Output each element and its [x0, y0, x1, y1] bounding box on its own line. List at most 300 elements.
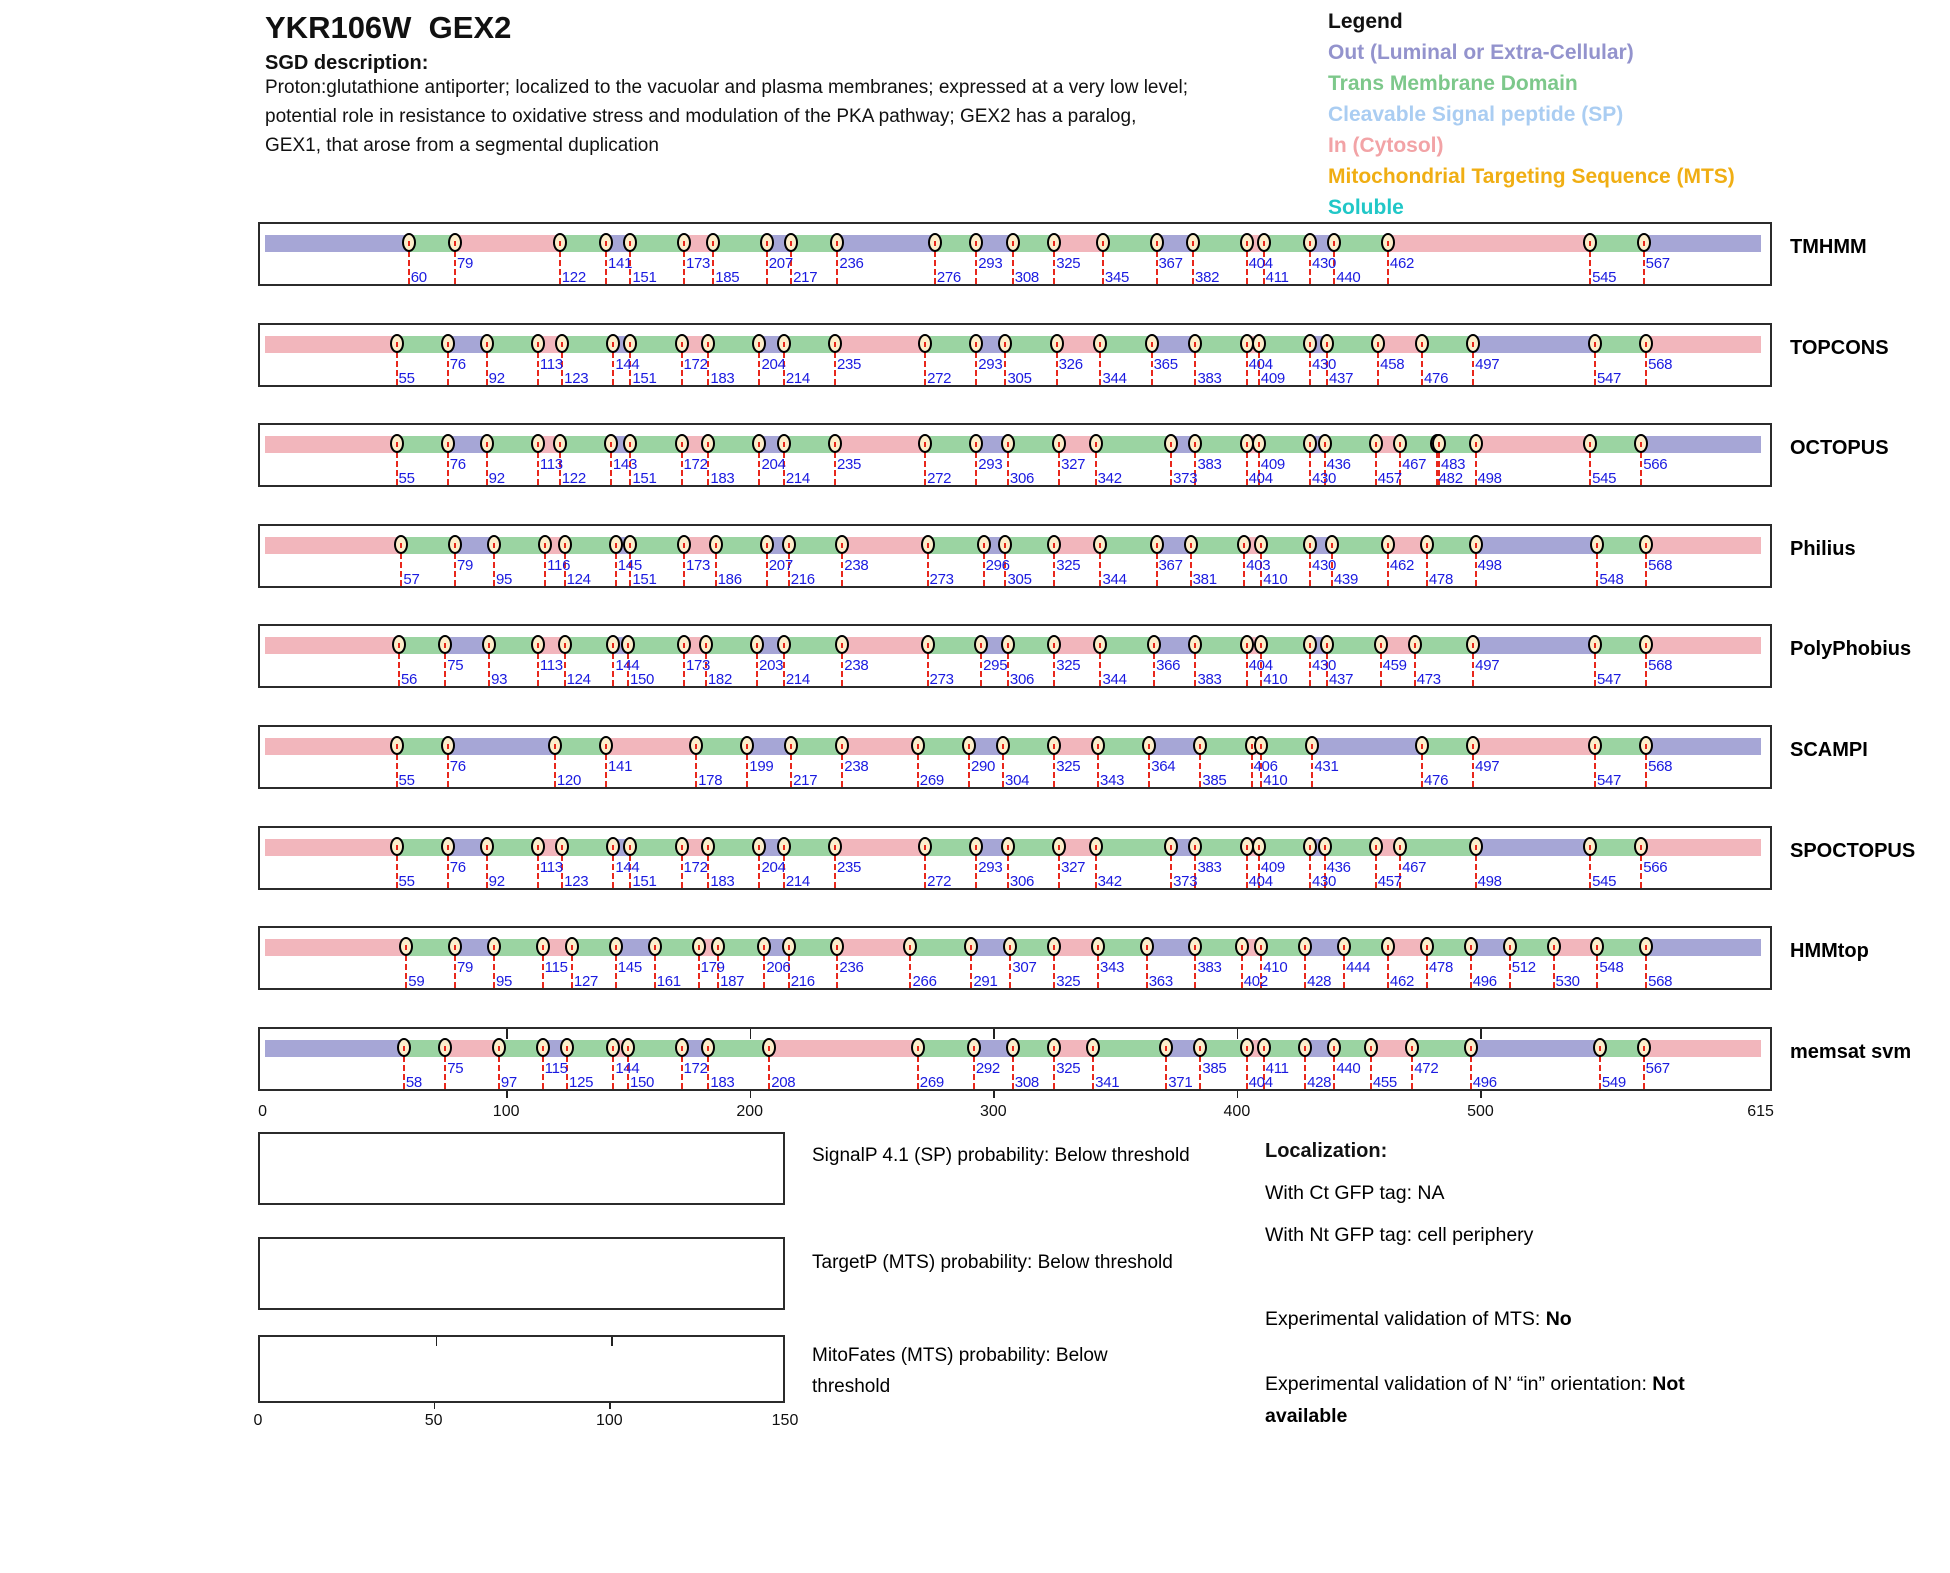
sgd-description-line: GEX1, that arose from a segmental duplication [265, 135, 659, 156]
boundary-position-label: 430 [1311, 356, 1337, 373]
topology-segment-tm [1100, 537, 1156, 554]
boundary-marker [1235, 937, 1249, 956]
boundary-position-label: 123 [564, 370, 589, 387]
track-label-memsat-svm: memsat svm [1790, 1041, 1912, 1063]
boundary-position-label: 436 [1326, 859, 1351, 876]
topology-segment-tm [628, 637, 684, 654]
boundary-position-label: 476 [1424, 772, 1449, 789]
prediction-track-panel [258, 826, 1772, 890]
boundary-marker [1252, 837, 1266, 856]
boundary-position-label: 306 [1009, 470, 1035, 487]
boundary-position-label: 402 [1243, 973, 1268, 990]
topology-segment-tm [918, 1040, 974, 1057]
boundary-position-label: 206 [766, 959, 791, 976]
boundary-position-label: 341 [1095, 1074, 1120, 1091]
topology-segment-out [1473, 637, 1595, 654]
boundary-position-label: 127 [573, 973, 599, 990]
boundary-position-label: 208 [771, 1074, 796, 1091]
boundary-marker-dot [408, 241, 410, 246]
boundary-position-label: 273 [929, 671, 954, 688]
boundary-position-label: 373 [1173, 873, 1198, 890]
boundary-marker-dot [559, 241, 561, 246]
boundary-marker-dot [1375, 845, 1377, 850]
boundary-marker [390, 837, 404, 856]
boundary-position-label: 409 [1260, 456, 1285, 473]
boundary-marker-dot [1599, 1046, 1601, 1051]
boundary-marker-dot [841, 744, 843, 749]
boundary-position-label: 305 [1007, 370, 1032, 387]
topology-segment-in [455, 235, 560, 252]
boundary-position-label: 79 [456, 557, 474, 574]
boundary-marker-dot [612, 342, 614, 347]
boundary-marker [996, 736, 1010, 755]
boundary-marker [782, 937, 796, 956]
topology-segment-tm [1590, 235, 1644, 252]
boundary-position-label: 238 [844, 557, 869, 574]
boundary-position-label: 383 [1197, 456, 1222, 473]
boundary-marker-dot [1421, 342, 1423, 347]
boundary-marker-dot [447, 845, 449, 850]
boundary-position-label: 173 [685, 255, 711, 272]
boundary-marker-dot [1470, 1046, 1472, 1051]
boundary-marker-dot [683, 543, 685, 548]
axis-tick [750, 1091, 752, 1098]
topology-segment-tm [1195, 436, 1246, 453]
boundary-marker-dot [707, 342, 709, 347]
boundary-marker [828, 434, 842, 453]
axis-tick [750, 1029, 752, 1039]
prediction-track-panel [258, 624, 1772, 688]
boundary-marker [1415, 334, 1429, 353]
topology-segment-in [265, 839, 397, 856]
axis-tick-label: 100 [492, 1103, 520, 1120]
boundary-marker [921, 535, 935, 554]
boundary-position-label: 467 [1402, 859, 1427, 876]
boundary-marker-dot [924, 442, 926, 447]
boundary-marker-dot [615, 543, 617, 548]
boundary-marker-dot [1645, 543, 1647, 548]
boundary-marker [675, 837, 689, 856]
boundary-marker-dot [1399, 845, 1401, 850]
axis-tick [993, 1091, 995, 1098]
boundary-position-label: 404 [1248, 1074, 1273, 1091]
boundary-marker-dot [1192, 241, 1194, 246]
axis-tick [434, 1403, 436, 1409]
boundary-position-label: 76 [449, 456, 466, 473]
boundary-position-label: 568 [1648, 973, 1673, 990]
boundary-marker-dot [1399, 442, 1401, 447]
boundary-marker-dot [980, 643, 982, 648]
boundary-marker-dot [788, 543, 790, 548]
axis-tick [506, 1091, 508, 1098]
boundary-position-label: 404 [1248, 356, 1273, 373]
boundary-marker-dot [783, 643, 785, 648]
topology-segment-tm [1193, 235, 1247, 252]
boundary-marker-dot [1643, 1046, 1645, 1051]
boundary-marker-dot [454, 543, 456, 548]
axis-tick [506, 1029, 508, 1039]
boundary-marker-dot [1241, 945, 1243, 950]
boundary-position-label: 238 [844, 758, 869, 775]
boundary-marker-dot [447, 342, 449, 347]
boundary-marker-dot [654, 945, 656, 950]
boundary-marker-dot [1056, 342, 1058, 347]
legend-item-in: In (Cytosol) [1328, 134, 1444, 157]
boundary-marker [1637, 233, 1651, 252]
boundary-marker-dot [566, 1046, 568, 1051]
boundary-position-label: 124 [566, 571, 591, 588]
boundary-marker [480, 334, 494, 353]
boundary-marker-dot [1411, 1046, 1413, 1051]
boundary-marker-dot [973, 1046, 975, 1051]
boundary-marker-dot [1246, 845, 1248, 850]
boundary-marker-dot [1309, 241, 1311, 246]
boundary-marker-dot [1640, 442, 1642, 447]
boundary-marker-dot [681, 442, 683, 447]
boundary-position-label: 75 [447, 1060, 464, 1077]
boundary-marker-dot [1012, 241, 1014, 246]
boundary-marker-dot [756, 643, 758, 648]
signalp-probability-panel [258, 1132, 785, 1205]
boundary-marker [531, 334, 545, 353]
prediction-track-panel [258, 222, 1772, 286]
boundary-marker [1096, 233, 1110, 252]
boundary-marker-dot [927, 543, 929, 548]
topology-segment-in [837, 939, 910, 956]
boundary-marker-dot [1194, 442, 1196, 447]
boundary-marker-dot [1099, 543, 1101, 548]
boundary-marker-dot [1594, 643, 1596, 648]
boundary-marker [1325, 535, 1339, 554]
boundary-marker-dot [1099, 643, 1101, 648]
boundary-marker-dot [783, 845, 785, 850]
boundary-marker [1298, 1038, 1312, 1057]
boundary-marker [1147, 635, 1161, 654]
boundary-position-label: 548 [1599, 959, 1624, 976]
boundary-marker-dot [1594, 744, 1596, 749]
topology-segment-out [1312, 738, 1422, 755]
boundary-marker-dot [537, 442, 539, 447]
topology-segment-tm [910, 939, 971, 956]
boundary-marker [1303, 635, 1317, 654]
boundary-marker-dot [1194, 342, 1196, 347]
boundary-position-label: 410 [1263, 772, 1288, 789]
topology-segment-tm [1200, 738, 1251, 755]
boundary-marker-dot [698, 945, 700, 950]
boundary-position-label: 568 [1648, 657, 1673, 674]
boundary-marker-dot [683, 643, 685, 648]
boundary-marker-dot [1309, 643, 1311, 648]
boundary-marker-dot [717, 945, 719, 950]
boundary-position-label: 367 [1158, 255, 1183, 272]
boundary-position-label: 151 [632, 470, 657, 487]
topology-segment-out [1646, 738, 1760, 755]
track-label-octopus: OCTOPUS [1790, 437, 1889, 459]
boundary-marker [536, 1038, 550, 1057]
boundary-marker [777, 334, 791, 353]
boundary-position-label: 325 [1056, 557, 1081, 574]
boundary-position-label: 113 [539, 657, 563, 674]
boundary-position-label: 430 [1311, 557, 1337, 574]
boundary-position-label: 266 [912, 973, 937, 990]
boundary-marker-dot [1309, 543, 1311, 548]
boundary-marker-dot [1007, 845, 1009, 850]
topology-segment-tm [630, 537, 684, 554]
boundary-marker [699, 635, 713, 654]
boundary-marker-dot [1309, 845, 1311, 850]
topology-segment-in [265, 537, 401, 554]
boundary-position-label: 295 [983, 657, 1008, 674]
boundary-marker-dot [1092, 1046, 1094, 1051]
boundary-marker [480, 434, 494, 453]
boundary-marker [441, 434, 455, 453]
boundary-position-label: 92 [488, 370, 505, 387]
boundary-marker-dot [707, 442, 709, 447]
boundary-position-label: 365 [1153, 356, 1178, 373]
boundary-marker [782, 535, 796, 554]
boundary-marker [1318, 434, 1332, 453]
boundary-marker [777, 434, 791, 453]
boundary-marker-dot [1472, 643, 1474, 648]
topology-segment-tm [397, 738, 448, 755]
boundary-position-label: 216 [790, 571, 815, 588]
boundary-position-label: 325 [1056, 1060, 1081, 1077]
boundary-position-label: 238 [844, 657, 869, 674]
boundary-marker [536, 937, 550, 956]
boundary-position-label: 144 [615, 356, 640, 373]
boundary-marker [1583, 233, 1597, 252]
boundary-position-label: 183 [710, 370, 735, 387]
boundary-marker-dot [627, 643, 629, 648]
boundary-position-label: 498 [1477, 557, 1502, 574]
mitofates-probability-panel [258, 1335, 785, 1403]
boundary-position-label: 410 [1263, 571, 1288, 588]
boundary-position-label: 345 [1104, 269, 1130, 286]
boundary-marker-dot [629, 845, 631, 850]
boundary-marker-dot [544, 543, 546, 548]
boundary-marker-dot [836, 241, 838, 246]
boundary-marker [1001, 635, 1015, 654]
boundary-position-label: 292 [975, 1060, 1000, 1077]
boundary-marker-dot [1553, 945, 1555, 950]
boundary-position-label: 236 [839, 959, 864, 976]
boundary-position-label: 472 [1414, 1060, 1439, 1077]
boundary-marker-dot [396, 845, 398, 850]
boundary-position-label: 444 [1346, 959, 1371, 976]
boundary-position-label: 497 [1475, 356, 1500, 373]
topology-segment-out [265, 1040, 404, 1057]
topology-segment-tm [628, 1040, 682, 1057]
boundary-position-label: 60 [410, 269, 427, 286]
boundary-position-label: 308 [1014, 1074, 1039, 1091]
boundary-marker [918, 434, 932, 453]
topology-segment-tm [708, 1040, 769, 1057]
boundary-position-label: 567 [1645, 255, 1670, 272]
boundary-marker-dot [542, 1046, 544, 1051]
boundary-marker [777, 837, 791, 856]
boundary-marker [928, 233, 942, 252]
boundary-marker-dot [1097, 945, 1099, 950]
sgd-description-line: Proton:glutathione antiporter; localized to the vacuolar and plasma membranes; expressed at a very low level; [265, 77, 1189, 98]
boundary-marker-dot [1095, 845, 1097, 850]
boundary-marker [560, 1038, 574, 1057]
boundary-marker-dot [975, 241, 977, 246]
boundary-marker [1415, 736, 1429, 755]
boundary-marker-dot [1470, 945, 1472, 950]
boundary-marker [1320, 635, 1334, 654]
boundary-marker-dot [1246, 342, 1248, 347]
topology-segment-tm [1096, 436, 1172, 453]
boundary-marker-dot [1165, 1046, 1167, 1051]
boundary-marker-dot [447, 744, 449, 749]
boundary-marker-dot [454, 241, 456, 246]
boundary-marker [1164, 434, 1178, 453]
boundary-position-label: 327 [1061, 859, 1086, 876]
boundary-marker-dot [1194, 643, 1196, 648]
topology-segment-out [1646, 939, 1760, 956]
boundary-marker [828, 837, 842, 856]
topology-segment-in [1644, 1040, 1761, 1057]
boundary-marker [648, 937, 662, 956]
topology-segment-in [265, 939, 406, 956]
boundary-position-label: 566 [1643, 859, 1668, 876]
boundary-marker-dot [1414, 643, 1416, 648]
boundary-marker-dot [707, 1046, 709, 1051]
boundary-marker-dot [1148, 744, 1150, 749]
boundary-marker-dot [1387, 241, 1389, 246]
topology-segment-tm [1195, 839, 1246, 856]
boundary-marker-dot [1324, 442, 1326, 447]
boundary-position-label: 141 [608, 255, 633, 272]
boundary-position-label: 217 [793, 772, 818, 789]
boundary-marker [911, 736, 925, 755]
boundary-marker-dot [444, 643, 446, 648]
boundary-position-label: 178 [698, 772, 723, 789]
boundary-marker [558, 535, 572, 554]
boundary-position-label: 151 [632, 873, 657, 890]
boundary-marker-dot [1589, 442, 1591, 447]
topology-segment-tm [1005, 336, 1056, 353]
boundary-position-label: 122 [561, 269, 586, 286]
boundary-marker [1091, 937, 1105, 956]
boundary-marker-dot [917, 1046, 919, 1051]
boundary-marker-dot [1151, 342, 1153, 347]
boundary-position-label: 409 [1260, 859, 1285, 876]
boundary-marker-dot [554, 744, 556, 749]
boundary-marker-dot [681, 342, 683, 347]
boundary-marker-dot [790, 744, 792, 749]
boundary-marker-dot [400, 543, 402, 548]
sgd-description-heading: SGD description: [265, 52, 429, 74]
boundary-position-label: 305 [1007, 571, 1032, 588]
boundary-position-label: 93 [491, 671, 508, 688]
track-label-hmmtop: HMMtop [1790, 940, 1869, 962]
boundary-marker [677, 535, 691, 554]
boundary-position-label: 496 [1472, 1074, 1497, 1091]
axis-tick [1237, 1029, 1239, 1039]
boundary-position-label: 548 [1599, 571, 1624, 588]
boundary-marker [1420, 535, 1434, 554]
topology-segment-tm [1327, 637, 1381, 654]
boundary-position-label: 428 [1307, 1074, 1332, 1091]
boundary-marker [1639, 736, 1653, 755]
boundary-marker-dot [1645, 945, 1647, 950]
boundary-marker [1006, 1038, 1020, 1057]
boundary-position-label: 549 [1601, 1074, 1626, 1091]
boundary-marker [1381, 535, 1395, 554]
topology-segment-in [1473, 738, 1595, 755]
boundary-position-label: 411 [1265, 269, 1289, 286]
boundary-position-label: 95 [495, 973, 513, 990]
boundary-marker-dot [1258, 845, 1260, 850]
boundary-marker [1303, 837, 1317, 856]
boundary-marker-dot [537, 643, 539, 648]
boundary-marker-dot [1375, 442, 1377, 447]
boundary-marker [599, 736, 613, 755]
boundary-marker-dot [629, 241, 631, 246]
boundary-position-label: 430 [1311, 255, 1337, 272]
boundary-marker [967, 1038, 981, 1057]
topology-segment-tm [1415, 637, 1473, 654]
topology-segment-tm [397, 839, 448, 856]
boundary-marker-dot [715, 543, 717, 548]
boundary-marker [599, 233, 613, 252]
boundary-marker [482, 635, 496, 654]
boundary-marker [1303, 233, 1317, 252]
boundary-marker-dot [486, 442, 488, 447]
boundary-marker-dot [1102, 241, 1104, 246]
boundary-marker-dot [447, 442, 449, 447]
boundary-position-label: 144 [615, 657, 640, 674]
boundary-position-label: 467 [1402, 456, 1427, 473]
axis-tick-label: 100 [595, 1412, 623, 1429]
boundary-marker-dot [1377, 342, 1379, 347]
boundary-position-label: 306 [1009, 671, 1035, 688]
boundary-marker [1639, 635, 1653, 654]
boundary-marker [760, 535, 774, 554]
boundary-position-label: 383 [1197, 959, 1222, 976]
boundary-marker [390, 434, 404, 453]
boundary-position-label: 404 [1248, 470, 1273, 487]
topology-segment-tm [928, 637, 982, 654]
topology-segment-out [1473, 336, 1595, 353]
topology-segment-tm [1191, 537, 1245, 554]
boundary-marker [760, 233, 774, 252]
prediction-track-panel [258, 926, 1772, 990]
boundary-position-label: 269 [919, 1074, 944, 1091]
boundary-position-label: 440 [1336, 1060, 1361, 1077]
boundary-marker-dot [1009, 945, 1011, 950]
boundary-position-label: 410 [1263, 671, 1288, 688]
boundary-position-label: 272 [927, 873, 952, 890]
boundary-marker-dot [1309, 342, 1311, 347]
boundary-marker-dot [1304, 1046, 1306, 1051]
boundary-position-label: 203 [759, 657, 784, 674]
boundary-marker [565, 937, 579, 956]
topology-segment-out [1476, 537, 1598, 554]
boundary-position-label: 293 [978, 859, 1003, 876]
boundary-marker-dot [1004, 342, 1006, 347]
boundary-position-label: 125 [569, 1074, 594, 1091]
boundary-marker-dot [705, 643, 707, 648]
boundary-position-label: 120 [556, 772, 581, 789]
boundary-position-label: 290 [970, 758, 996, 775]
boundary-position-label: 545 [1592, 470, 1617, 487]
boundary-marker-dot [1475, 845, 1477, 850]
boundary-position-label: 115 [544, 959, 568, 976]
boundary-marker [777, 635, 791, 654]
boundary-position-label: 367 [1158, 557, 1183, 574]
